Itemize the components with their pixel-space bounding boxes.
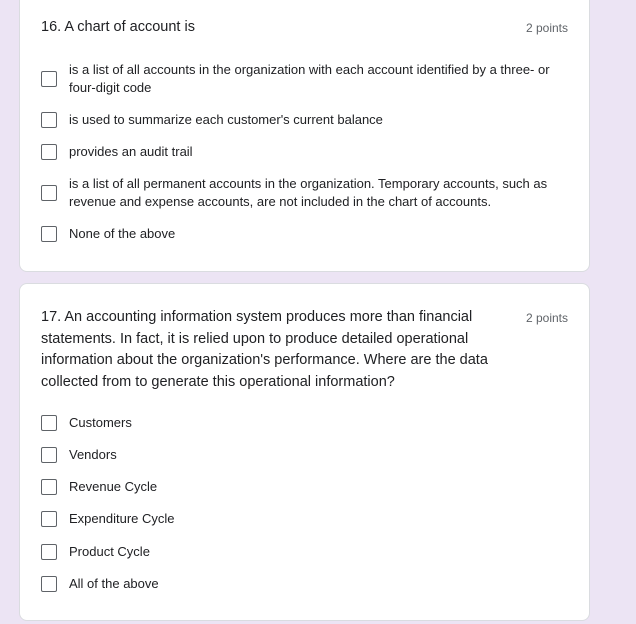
option-item[interactable]: [41, 61, 559, 97]
checkbox-icon[interactable]: [41, 576, 57, 592]
question-card-16: [19, 0, 590, 272]
checkbox-icon[interactable]: [41, 226, 57, 242]
checkbox-icon[interactable]: [41, 511, 57, 527]
option-label: None of the above: [69, 226, 176, 241]
option-label: is used to summarize each customer's current balance: [69, 112, 383, 127]
checkbox-icon[interactable]: [41, 144, 57, 160]
option-label: All of the above: [69, 576, 159, 591]
option-label: is a list of all permanent accounts in the organization. Temporary accounts, such as revenue and expense accounts, are not included in the chart of accounts.: [69, 176, 548, 209]
option-label: provides an audit trail: [69, 144, 193, 159]
question-title: 17. An accounting information system produces more than financial statements. In fact, it is relied upon to produce detailed operational information about the organization's performance. Where are the data collected from to generate this operational information?: [41, 309, 488, 390]
option-label: is a list of all accounts in the organization with each account identified by a three- or four-digit code: [69, 62, 550, 95]
checkbox-icon[interactable]: [41, 71, 57, 87]
checkbox-icon[interactable]: [41, 185, 57, 201]
checkbox-icon[interactable]: [41, 479, 57, 495]
option-item[interactable]: [41, 225, 175, 243]
question-card-17: [19, 283, 590, 621]
points-label: 2 points: [525, 21, 568, 35]
checkbox-icon[interactable]: [41, 415, 57, 431]
option-label: Customers: [69, 415, 132, 430]
checkbox-icon[interactable]: [41, 544, 57, 560]
option-item[interactable]: [41, 543, 150, 561]
option-item[interactable]: [41, 446, 117, 464]
option-item[interactable]: [41, 143, 193, 161]
checkbox-icon[interactable]: [41, 447, 57, 463]
option-label: Expenditure Cycle: [69, 511, 175, 526]
option-item[interactable]: [41, 175, 559, 211]
option-label: Vendors: [69, 447, 117, 462]
points-label: 2 points: [525, 311, 568, 325]
option-item[interactable]: [41, 414, 132, 432]
option-item[interactable]: [41, 575, 159, 593]
option-item[interactable]: [41, 510, 175, 528]
question-title: 16. A chart of account is: [41, 19, 195, 35]
option-label: Product Cycle: [69, 544, 150, 559]
checkbox-icon[interactable]: [41, 112, 57, 128]
option-label: Revenue Cycle: [69, 479, 158, 494]
option-item[interactable]: [41, 478, 157, 496]
option-item[interactable]: [41, 111, 383, 129]
